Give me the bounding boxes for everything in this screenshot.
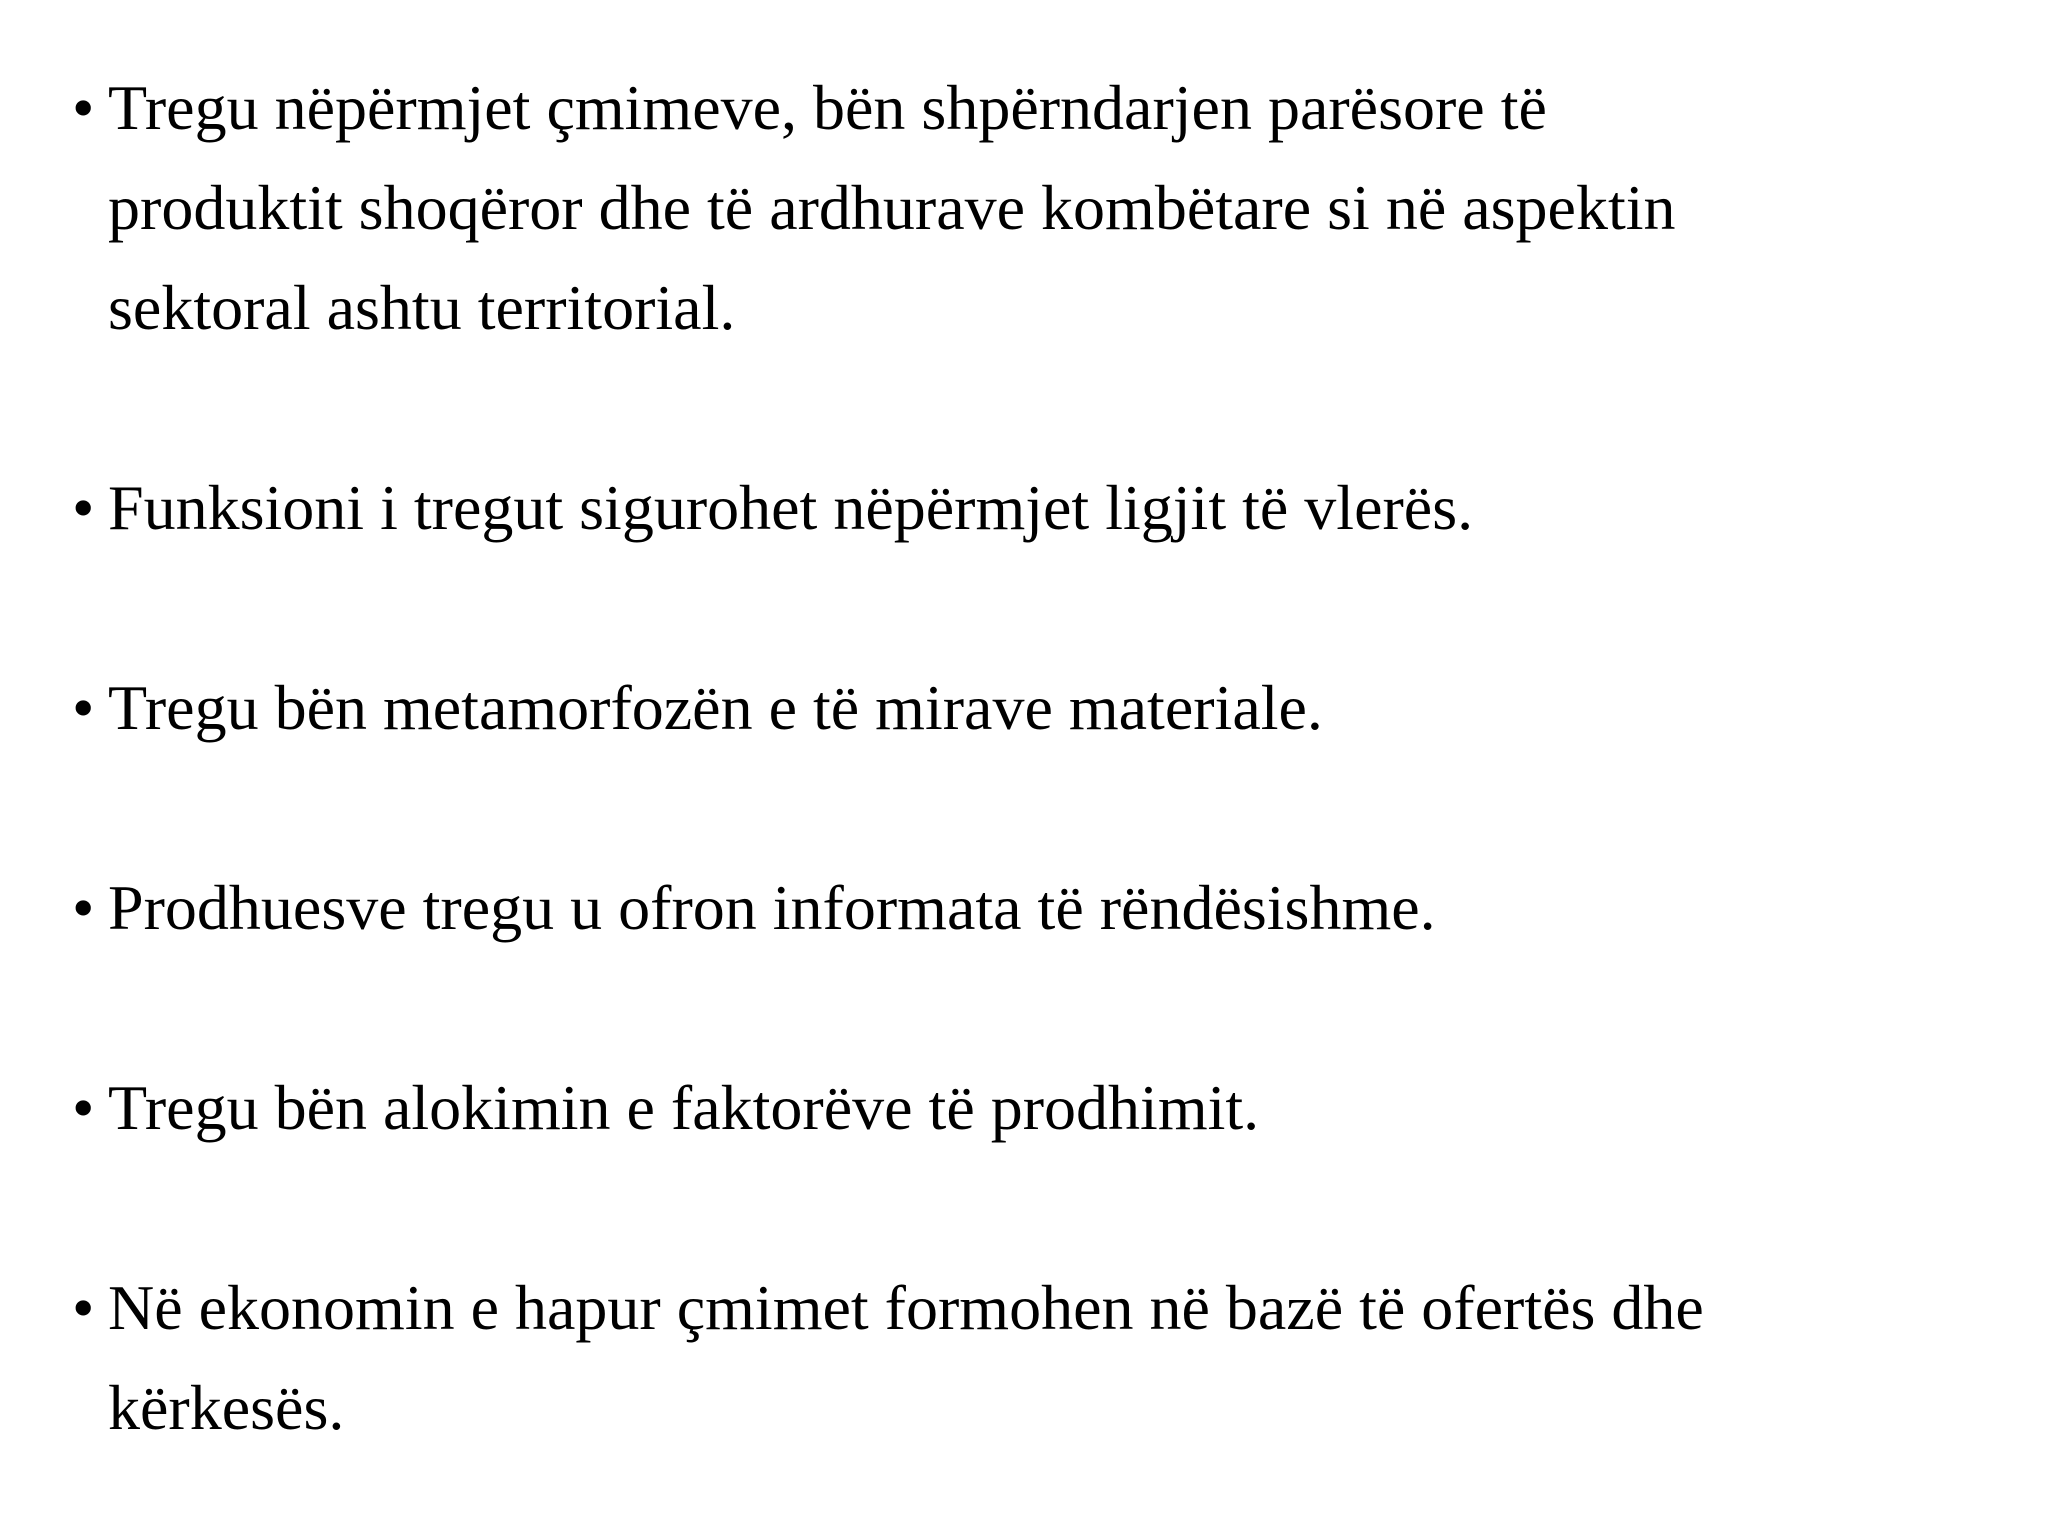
bullet-text-line: Prodhuesve tregu u ofron informata të rëndësishme.	[108, 872, 1436, 943]
bullet-text-line: Në ekonomin e hapur çmimet formohen në bazë të ofertës dhe	[108, 1272, 1704, 1343]
bullet-item-market-distribution	[72, 58, 1972, 358]
bullet-item-metamorphosis	[72, 658, 1972, 758]
bullet-icon: •	[72, 72, 95, 143]
bullet-text-line: produktit shoqëror dhe të ardhurave kombëtare si në aspektin	[108, 172, 1676, 243]
bullet-text-line: Tregu bën alokimin e faktorëve të prodhimit.	[108, 1072, 1260, 1143]
bullet-text-line: Tregu bën metamorfozën e të mirave materiale.	[108, 672, 1323, 743]
bullet-icon: •	[72, 672, 95, 743]
bullet-item-law-of-value	[72, 458, 1972, 558]
bullet-text-line: Funksioni i tregut sigurohet nëpërmjet ligjit të vlerës.	[108, 472, 1474, 543]
bullet-text-line: kërkesës.	[108, 1372, 345, 1443]
bullet-icon: •	[72, 1072, 95, 1143]
bullet-item-information	[72, 858, 1972, 958]
bullet-icon: •	[72, 472, 95, 543]
bullet-text-line: Tregu nëpërmjet çmimeve, bën shpërndarjen parësore të	[108, 72, 1547, 143]
bullet-text-line: sektoral ashtu territorial.	[108, 272, 736, 343]
bullet-icon: •	[72, 872, 95, 943]
bullet-icon: •	[72, 1272, 95, 1343]
bullet-item-allocation	[72, 1058, 1972, 1158]
bullet-item-open-economy	[72, 1258, 1972, 1458]
